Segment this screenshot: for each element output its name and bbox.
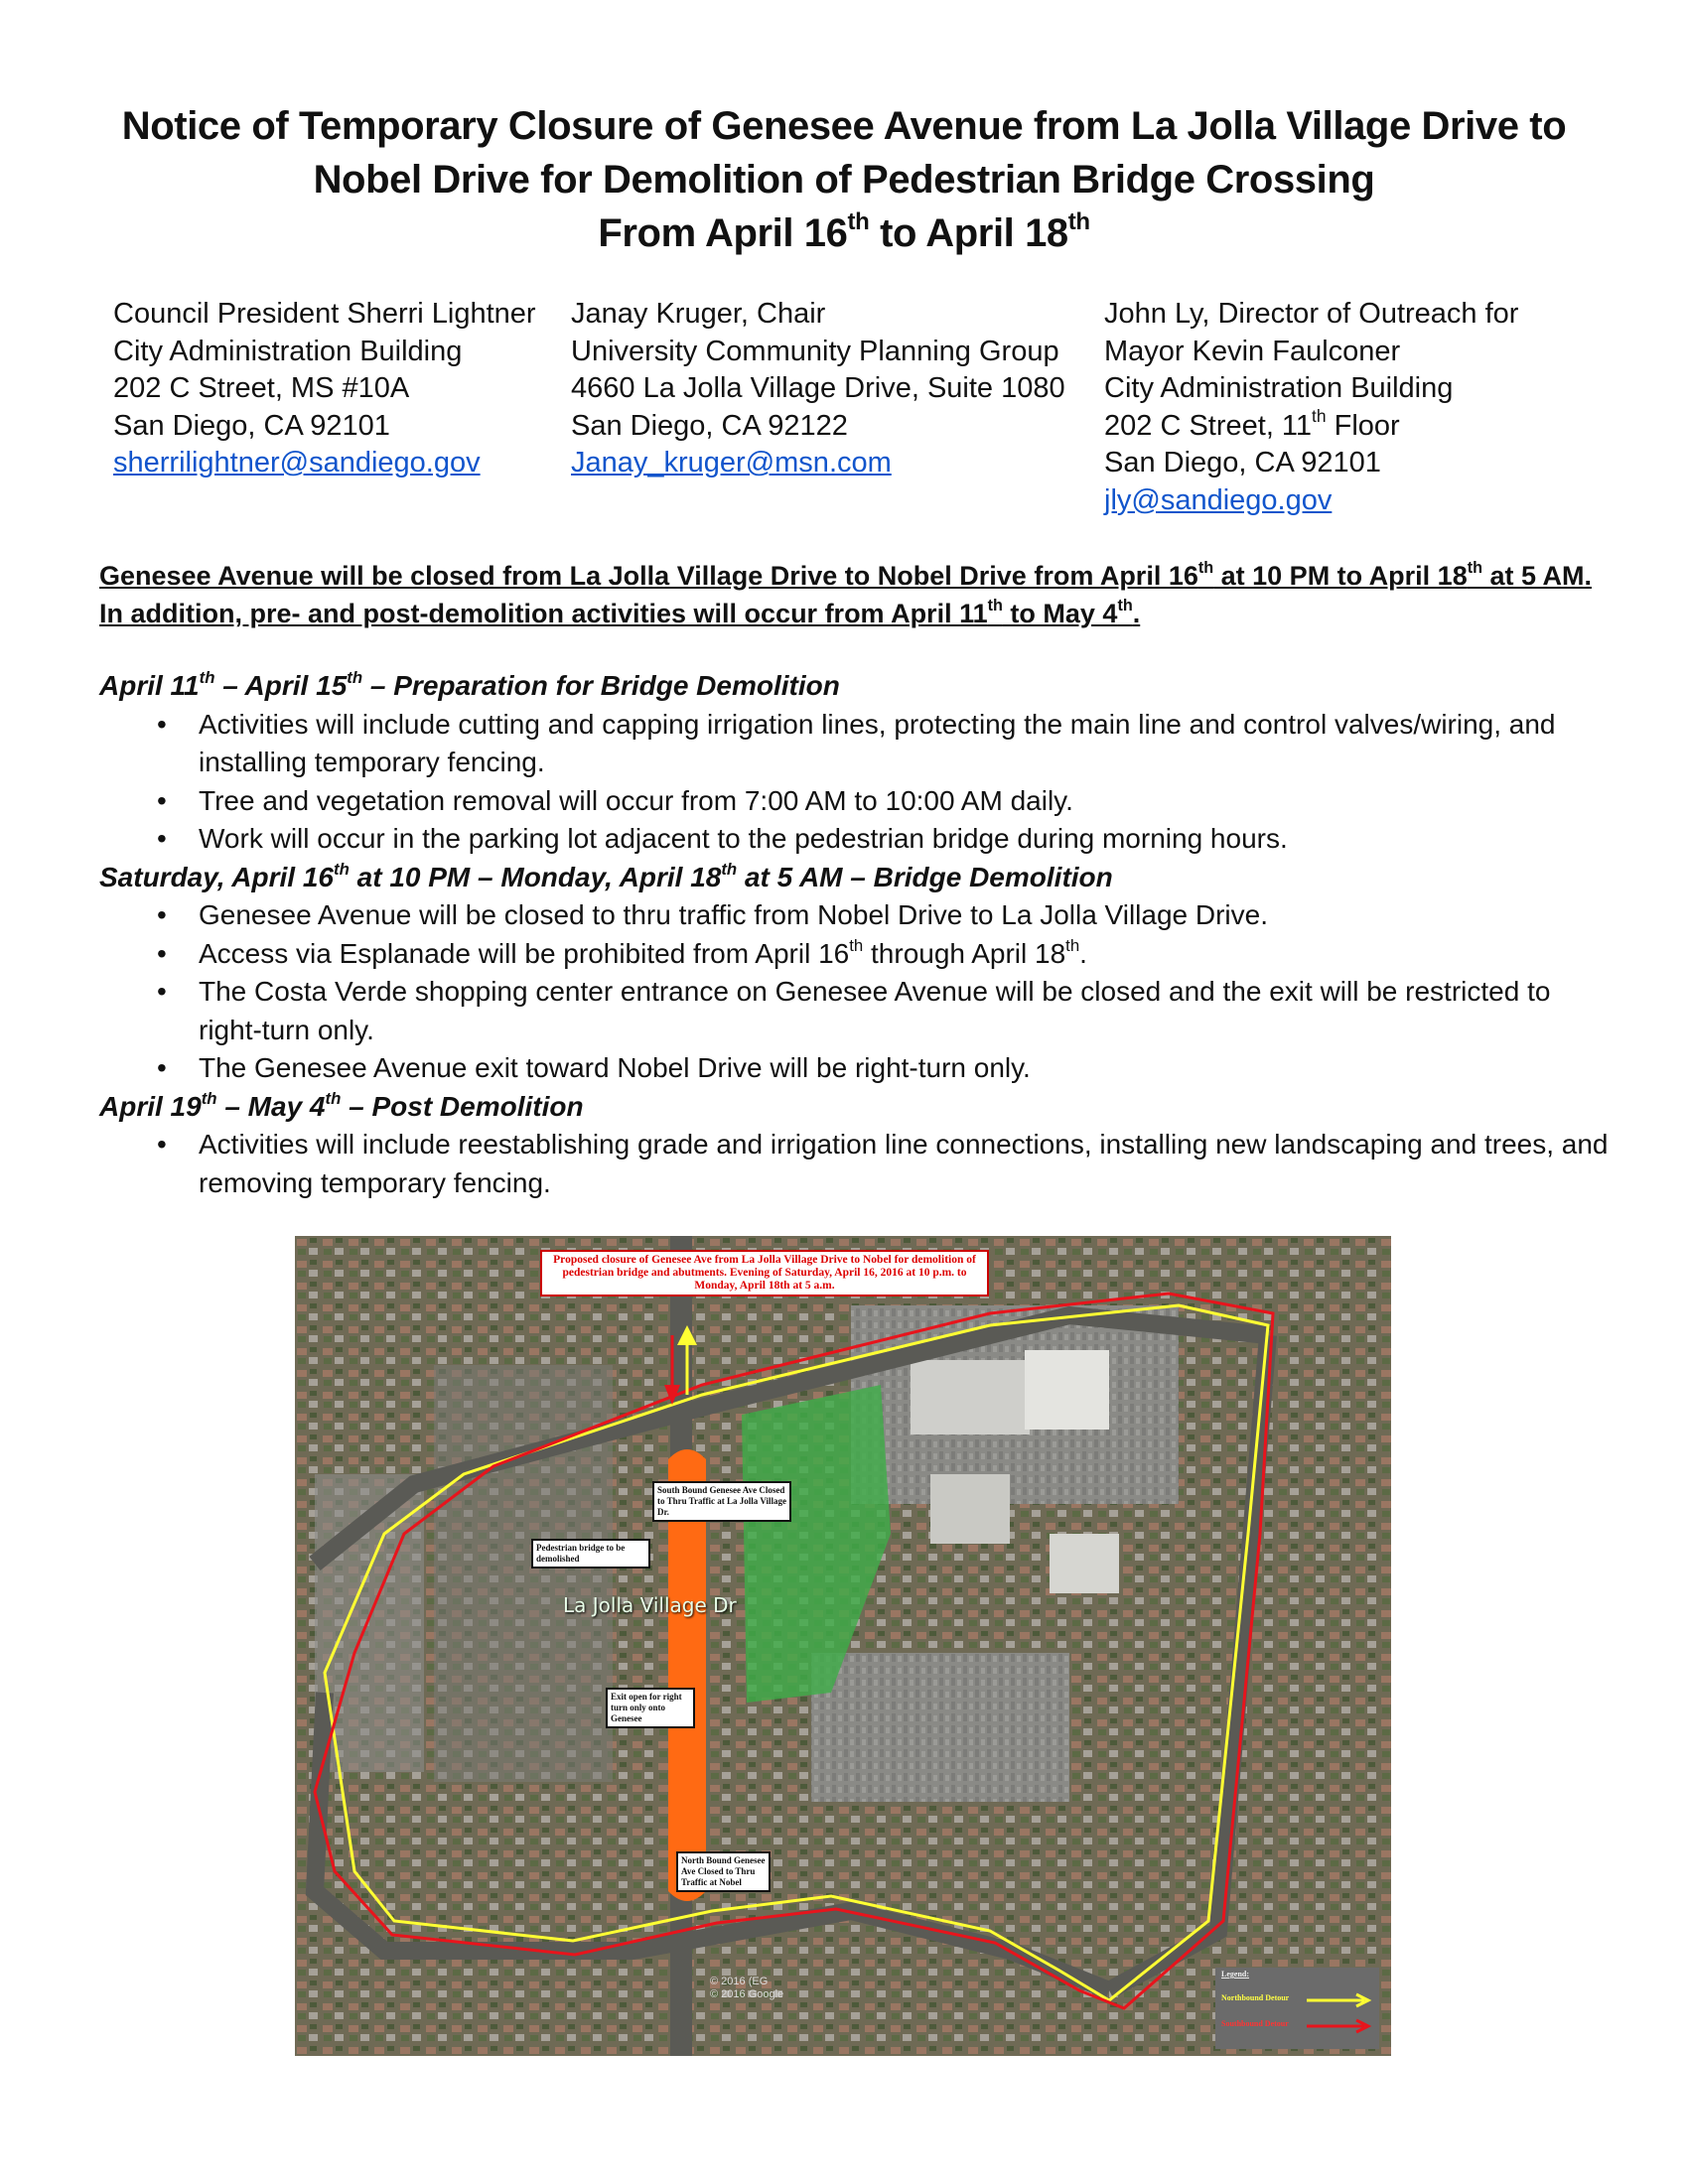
contact-line: San Diego, CA 92101 [113,409,390,442]
contact-line: San Diego, CA 92122 [571,409,848,442]
email-link-lightner[interactable]: sherrilightner@sandiego.gov [113,447,481,478]
section-heading-post-demolition: April 19th – May 4th – Post Demolition [99,1088,584,1122]
map-place-label: La Jolla Village Dr [563,1593,737,1617]
map-label-south-closure: South Bound Genesee Ave Closed to Thru Traffic at La Jolla Village Dr. [652,1481,791,1522]
contact-line: University Community Planning Group [571,335,1059,367]
contact-line: 202 C Street, 11th Floor [1104,406,1400,442]
contact-line: 4660 La Jolla Village Drive, Suite 1080 [571,372,1065,404]
contact-lightner [113,296,536,482]
contact-kruger [571,296,1065,482]
contact-line: John Ly, Director of Outreach for [1104,298,1519,330]
map-legend [1215,1968,1379,2049]
schedule-sections [99,667,1609,1202]
list-item: • Activities will include cutting and capping irrigation lines, protecting the main line and control valves/wiring, and installing temporary fencing. [157,708,1556,777]
map-label-north-closure: North Bound Genesee Ave Closed to Thru Traffic at Nobel [676,1851,771,1892]
aerial-map-image [295,1236,1391,2056]
document-title [60,99,1628,260]
list-item: • Access via Esplanade will be prohibited from April 16th through April 18th. [157,935,1087,969]
title-line-1: Notice of Temporary Closure of Genesee Avenue from La Jolla Village Drive to [121,104,1567,148]
legend-northbound: Northbound Detour [1221,1993,1290,2002]
legend-southbound: Southbound Detour [1221,2019,1289,2028]
section-heading-demolition: Saturday, April 16th at 10 PM – Monday, April 18th at 5 AM – Bridge Demolition [99,859,1113,892]
contact-line: Janay Kruger, Chair [571,298,826,330]
map-copyright: © 2016 (EG © 2016 Google [710,1976,784,2000]
list-item: • The Genesee Avenue exit toward Nobel Drive will be right-turn only. [157,1052,1031,1083]
contact-line: San Diego, CA 92101 [1104,447,1381,478]
map-label-exit: Exit open for right turn only onto Genesee [606,1688,695,1728]
legend-title: Legend: [1221,1970,1249,1979]
contact-ly [1104,296,1518,519]
closure-notice: Genesee Avenue will be closed from La Jolla Village Drive to Nobel Drive from April 16th at 10 PM to April 18th at 5 AM. In addition, pre- and post-demolition activities will occur from April 11th to May 4th. [99,559,1593,628]
post-demolition-list [99,1126,1609,1202]
map-header-label: Proposed closure of Genesee Ave from La Jolla Village Drive to Nobel for demolition of pedestrian bridge and abutments. Evening of Saturday, April 16, 2016 at 10 p.m. to Monday, April 18th at 5 a.m. [540,1250,989,1297]
preparation-list [99,706,1609,859]
legend-arrows [1215,1968,1379,2049]
email-link-ly[interactable]: jly@sandiego.gov [1104,483,1333,516]
email-link-kruger[interactable]: Janay_kruger@msn.com [571,447,892,478]
contact-line: City Administration Building [113,335,463,367]
list-item: • Genesee Avenue will be closed to thru traffic from Nobel Drive to La Jolla Village Drive. [157,899,1269,930]
list-item: • Work will occur in the parking lot adjacent to the pedestrian bridge during morning hours. [157,823,1288,854]
contact-line: City Administration Building [1104,372,1454,404]
section-heading-preparation: April 11th – April 15th – Preparation for Bridge Demolition [99,668,840,701]
contact-line: Council President Sherri Lightner [113,298,536,330]
list-item: • Activities will include reestablishing grade and irrigation line connections, installing new landscaping and trees, and removing temporary fencing. [157,1129,1609,1198]
title-line-2: Nobel Drive for Demolition of Pedestrian Bridge Crossing [313,158,1375,202]
list-item: • The Costa Verde shopping center entrance on Genesee Avenue will be closed and the exit will be restricted to right-turn only. [157,976,1551,1045]
demolition-list [99,896,1609,1088]
contact-line: 202 C Street, MS #10A [113,372,410,404]
contact-line: Mayor Kevin Faulconer [1104,335,1401,367]
detour-map [295,1236,1391,2056]
list-item: • Tree and vegetation removal will occur from 7:00 AM to 10:00 AM daily. [157,784,1073,816]
map-label-bridge: Pedestrian bridge to be demolished [531,1539,650,1569]
title-line-3: From April 16th to April 18th [598,208,1090,255]
